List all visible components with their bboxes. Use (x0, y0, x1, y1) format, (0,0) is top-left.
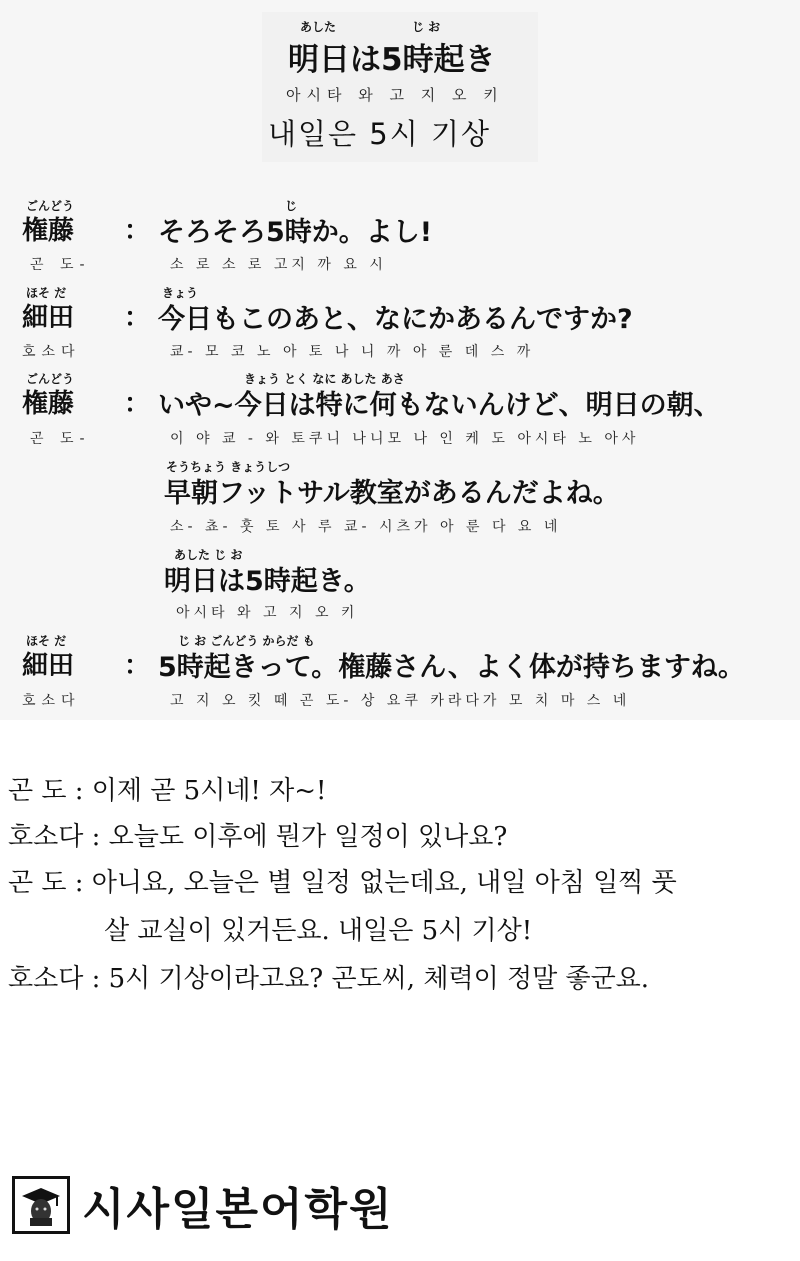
line-ruby: きょう (162, 286, 199, 300)
speaker-ruby: ほそ だ (26, 286, 67, 300)
line-ruby: きょう とく なに あした あさ (244, 372, 405, 386)
speaker-name: 権藤 (22, 216, 75, 246)
page-title-korean: 내일은 5시 기상 (268, 117, 491, 151)
title-ruby-ashita: あした (300, 20, 337, 34)
dialogue-korean-reading: 아시타 와 고 지 오 키 (176, 605, 359, 621)
speaker-colon: ： (124, 389, 151, 419)
speaker-korean-reading: 호소다 (22, 693, 81, 709)
dialogue-line-japanese: いや~今日は特に何もないんけど、明日の朝、 (158, 390, 721, 421)
dialogue-korean-reading: 소- 쵸- 훗 토 사 루 쿄- 시츠가 아 룬 다 요 네 (170, 519, 562, 535)
speaker-korean-reading: 곤 도- (30, 257, 91, 273)
translation-line: 호소다 : 5시 기상이라고요? 곤도씨, 체력이 정말 좋군요. (8, 964, 650, 994)
line-ruby: あした じ お (174, 548, 243, 562)
speaker-colon: ： (124, 303, 151, 333)
speaker-ruby: ごんどう (26, 372, 75, 386)
speaker-name: 権藤 (22, 389, 75, 419)
line-ruby: そうちょう きょうしつ (166, 460, 291, 474)
speaker-colon: ： (124, 216, 151, 246)
line-ruby: じ お ごんどう からだ も (178, 634, 315, 648)
speaker-korean-reading: 곤 도- (30, 431, 91, 447)
speaker-name: 細田 (22, 651, 75, 681)
translation-line: 호소다 : 오늘도 이후에 뭔가 일정이 있나요? (8, 822, 508, 852)
speaker-colon: ： (124, 651, 151, 681)
page-title-japanese: 明日は5時起き (288, 42, 496, 78)
speaker-name: 細田 (22, 303, 75, 333)
brand-logo (12, 1175, 394, 1235)
title-ruby-jio: じ お (412, 20, 441, 34)
speaker-ruby: ほそ だ (26, 634, 67, 648)
dialogue-korean-reading: 고 지 오 킷 떼 곤 도- 상 요쿠 카라다가 모 치 마 스 네 (170, 693, 631, 709)
dialogue-line-japanese: 今日もこのあと、なにかあるんですか? (158, 304, 633, 335)
speaker-korean-reading: 호소다 (22, 344, 81, 360)
brand-name: 시사일본어학원 (82, 1184, 394, 1235)
dialogue-line-japanese: 5時起きって。権藤さん、よく体が持ちますね。 (158, 652, 745, 683)
translation-line: 곤 도 : 이제 곧 5시네! 자~! (8, 776, 327, 806)
speaker-ruby: ごんどう (26, 199, 75, 213)
translation-line: 곤 도 : 아니요, 오늘은 별 일정 없는데요, 내일 아침 일찍 풋 (8, 868, 677, 898)
translation-line: 살 교실이 있거든요. 내일은 5시 기상! (104, 916, 533, 946)
dialogue-korean-reading: 이 야 쿄 - 와 토쿠니 나니모 나 인 케 도 아시타 노 아사 (170, 431, 640, 447)
dialogue-korean-reading: 소 로 소 로 고지 까 요 시 (170, 257, 387, 273)
title-korean-reading: 아시타 와 고 지 오 키 (286, 86, 504, 104)
dialogue-line-japanese: 早朝フットサル教室があるんだよね。 (164, 478, 620, 509)
dialogue-korean-reading: 쿄- 모 코 노 아 토 나 니 까 아 룬 데 스 까 (170, 344, 535, 360)
dialogue-line-japanese: そろそろ5時か。よし! (158, 217, 433, 248)
dialogue-line-japanese: 明日は5時起き。 (164, 566, 371, 597)
line-ruby: じ (285, 199, 298, 213)
academy-emblem-icon (12, 1176, 70, 1234)
graduate-head-icon (18, 1182, 64, 1228)
